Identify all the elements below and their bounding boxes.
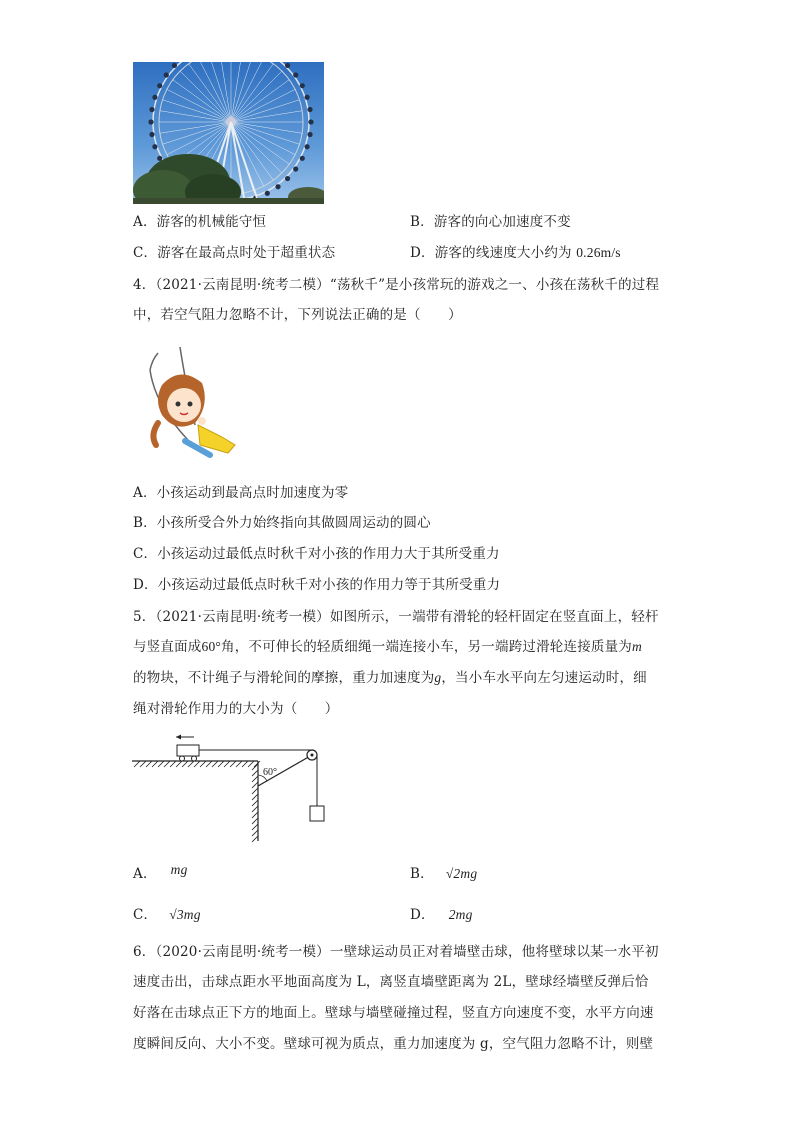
- q6-stem-line2: 速度击出，击球点距水平地面高度为 L，离竖直墙壁距离为 2L，壁球经墙壁反弹后恰: [133, 974, 649, 990]
- q5-option-c: C． √3mg: [133, 907, 201, 923]
- q4-option-d: D．小孩运动过最低点时秋千对小孩的作用力等于其所受重力: [133, 577, 501, 593]
- q4-option-b: B．小孩所受合外力始终指向其做圆周运动的圆心: [133, 515, 431, 531]
- q3-option-b: B．游客的向心加速度不变: [410, 214, 571, 230]
- q6-stem-line3: 好落在击球点正下方的地面上。壁球与墙壁碰撞过程，竖直方向速度不变，水平方向速: [133, 1005, 654, 1021]
- q4-stem-line2: 中，若空气阻力忽略不计，下列说法正确的是（ ）: [133, 307, 462, 323]
- q5-option-b: B． √2mg: [410, 866, 478, 882]
- q5-stem-line4: 绳对滑轮作用力的大小为（ ）: [133, 701, 339, 717]
- q5-pulley-diagram: [130, 728, 330, 843]
- q5-stem-line2: 与竖直面成60°角，不可伸长的轻质细绳一端连接小车，另一端跨过滑轮连接质量为m: [133, 639, 642, 655]
- q4-option-c: C．小孩运动过最低点时秋千对小孩的作用力大于其所受重力: [133, 546, 500, 562]
- ferris-wheel-photo: [133, 62, 324, 204]
- q4-option-a: A．小孩运动到最高点时加速度为零: [133, 485, 349, 501]
- q5-stem-line1: 5．（2021·云南昆明·统考一模）如图所示，一端带有滑轮的轻杆固定在竖直面上，轻杆: [133, 609, 659, 625]
- q3-option-a: A．游客的机械能守恒: [133, 214, 267, 230]
- q5-option-a: A． mg: [133, 862, 188, 882]
- q3-option-c: C．游客在最高点时处于超重状态: [133, 245, 336, 261]
- q5-stem-line3: 的物块，不计绳子与滑轮间的摩擦，重力加速度为g，当小车水平向左匀速运动时，细: [133, 670, 647, 686]
- q3-option-d: D．游客的线速度大小约为 0.26m/s: [410, 245, 621, 261]
- q5-angle-label: 60°: [263, 767, 277, 778]
- swing-girl-illustration: [140, 345, 240, 465]
- q4-stem-line1: 4．（2021·云南昆明·统考二模）“荡秋千”是小孩常玩的游戏之一、小孩在荡秋千的过程: [133, 277, 660, 293]
- q6-stem-line4: 度瞬间反向、大小不变。壁球可视为质点，重力加速度为 g，空气阻力忽略不计，则壁: [133, 1036, 654, 1052]
- q5-option-d: D． 2mg: [410, 907, 473, 923]
- q6-stem-line1: 6．（2020·云南昆明·统考一模）一壁球运动员正对着墙壁击球，他将壁球以某一水平初: [133, 944, 659, 960]
